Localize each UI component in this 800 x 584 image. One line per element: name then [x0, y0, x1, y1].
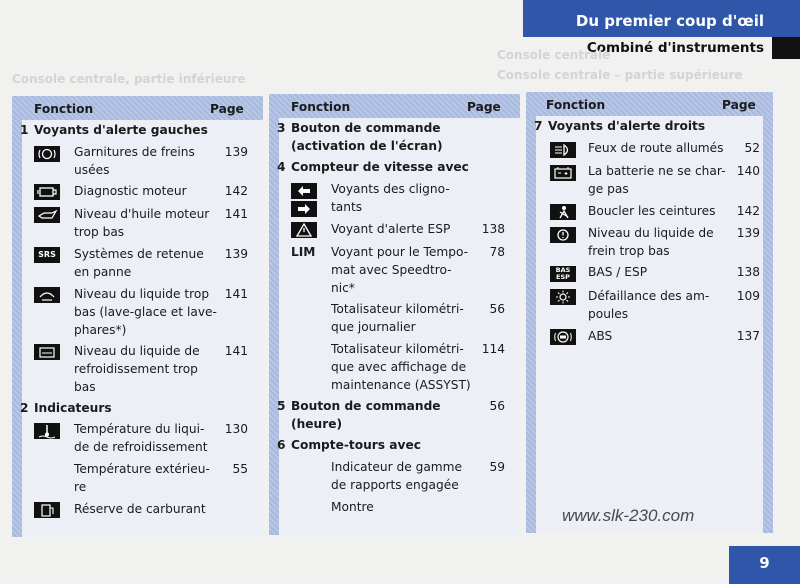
item-text: en panne [74, 265, 132, 279]
page-number: 9 [729, 546, 800, 584]
item-text: que avec affichage de [331, 360, 467, 374]
page-ref: 56 [489, 302, 505, 316]
page-ref: 114 [481, 342, 505, 356]
washer-fluid-icon [34, 287, 60, 303]
section-tab-marker [772, 37, 800, 59]
header-page: Page [467, 100, 501, 114]
header-fonction: Fonction [291, 100, 351, 114]
page-ref: 138 [481, 222, 505, 236]
high-beam-icon [550, 142, 576, 158]
page-ref: 141 [224, 207, 248, 221]
table-header [269, 94, 520, 118]
item-text: Montre [331, 500, 374, 514]
item-text: Boucler les ceintures [588, 204, 716, 218]
item-text: frein trop bas [588, 244, 670, 258]
page-ref: 137 [736, 329, 760, 343]
left-stripe [12, 120, 22, 537]
item-text: Totalisateur kilométri- [331, 342, 464, 356]
engine-icon [34, 184, 60, 200]
page-ref: 140 [736, 164, 760, 178]
table-header [12, 96, 263, 120]
item-text: Niveau du liquide trop [74, 287, 210, 301]
header-fonction: Fonction [546, 98, 606, 112]
item-text: BAS / ESP [588, 265, 648, 279]
item-text: Défaillance des am- [588, 289, 710, 303]
item-text: Voyant pour le Tempo- [331, 245, 469, 259]
right-stripe [763, 116, 773, 533]
page-ref: 109 [736, 289, 760, 303]
section-title: Compteur de vitesse avec [291, 160, 469, 174]
page-ref: 141 [224, 287, 248, 301]
item-text: Indicateur de gamme [331, 460, 463, 474]
ghost-text-right1: Console centrale [497, 48, 611, 62]
item-text: tants [331, 200, 363, 214]
coolant-level-icon [34, 344, 60, 360]
page-ref: 142 [736, 204, 760, 218]
item-text: usées [74, 163, 110, 177]
ghost-text-left: Console centrale, partie inférieure [12, 72, 246, 86]
page-ref: 139 [224, 145, 248, 159]
table-column-2 [269, 94, 520, 535]
item-text: Voyant d'alerte ESP [331, 222, 451, 236]
page-ref: 59 [489, 460, 505, 474]
header-page: Page [722, 98, 756, 112]
section-number: 5 [277, 399, 286, 413]
item-text: re [74, 480, 87, 494]
item-text: ge pas [588, 182, 629, 196]
item-text: mat avec Speedtro- [331, 263, 452, 277]
brake-fluid-icon [550, 227, 576, 243]
item-text: La batterie ne se char- [588, 164, 726, 178]
item-text: Température du liqui- [74, 422, 205, 436]
page-ref: 55 [232, 462, 248, 476]
esp-label: ESP [556, 273, 570, 281]
section-title: Bouton de commande [291, 121, 441, 135]
item-text: Garnitures de freins [74, 145, 195, 159]
section-title: Compte-tours avec [291, 438, 421, 452]
section-number: 2 [20, 401, 29, 415]
page-ref: 139 [736, 226, 760, 240]
section-title: Voyants d'alerte droits [548, 119, 706, 133]
item-text: Température extérieu- [74, 462, 210, 476]
fuel-pump-icon [34, 502, 60, 518]
bas-label: BAS [555, 266, 571, 274]
left-stripe [526, 116, 536, 533]
item-text: Totalisateur kilométri- [331, 302, 464, 316]
battery-icon [550, 165, 576, 181]
chapter-header: Du premier coup d'œil [523, 0, 800, 37]
turn-right-icon [291, 201, 317, 217]
item-text: Feux de route allumés [588, 141, 724, 155]
warning-triangle-icon [291, 222, 317, 238]
seatbelt-icon [550, 204, 576, 220]
table-column-3 [526, 92, 773, 533]
item-text: bas [74, 380, 96, 394]
page-ref: 138 [736, 265, 760, 279]
section-number: 1 [20, 123, 29, 137]
page-ref: 78 [489, 245, 505, 259]
watermark-url: www.slk-230.com [562, 506, 695, 525]
section-title: Bouton de commande [291, 399, 441, 413]
lim-label: LIM [291, 245, 316, 259]
item-text: ABS [588, 329, 613, 343]
item-text: Niveau d'huile moteur [74, 207, 210, 221]
srs-icon: SRS [34, 247, 60, 263]
section-title: (activation de l'écran) [291, 139, 443, 153]
item-text: Niveau du liquide de [74, 344, 200, 358]
section-number: 7 [534, 119, 543, 133]
item-text: de rapports engagée [331, 478, 459, 492]
bulb-icon [550, 289, 576, 305]
left-stripe [269, 118, 279, 535]
item-text: Réserve de carburant [74, 502, 206, 516]
turn-left-icon [291, 183, 317, 199]
brake-pad-icon [34, 146, 60, 162]
item-text: Voyants des cligno- [331, 182, 450, 196]
item-text: Systèmes de retenue [74, 247, 204, 261]
item-text: Niveau du liquide de [588, 226, 714, 240]
section-title: (heure) [291, 417, 343, 431]
table-header [526, 92, 773, 116]
section-number: 6 [277, 438, 286, 452]
page-ref: 130 [224, 422, 248, 436]
abs-icon [550, 329, 576, 345]
item-text: que journalier [331, 320, 416, 334]
table-column-1 [12, 96, 263, 537]
oil-can-icon [34, 207, 60, 223]
item-text: maintenance (ASSYST) [331, 378, 471, 392]
page-ref: 56 [489, 399, 505, 413]
coolant-temp-icon [34, 423, 60, 439]
page-ref: 52 [744, 141, 760, 155]
ghost-text-right2: Console centrale – partie supérieure [497, 68, 743, 82]
item-text: Diagnostic moteur [74, 184, 187, 198]
item-text: bas (lave-glace et lave- [74, 305, 217, 319]
page-ref: 139 [224, 247, 248, 261]
section-number: 4 [277, 160, 286, 174]
page-ref: 142 [224, 184, 248, 198]
section-number: 3 [277, 121, 286, 135]
header-fonction: Fonction [34, 102, 94, 116]
item-text: trop bas [74, 225, 125, 239]
item-text: de de refroidissement [74, 440, 208, 454]
page-ref: 141 [224, 344, 248, 358]
item-text: poules [588, 307, 629, 321]
section-title: Indicateurs [34, 401, 112, 415]
bas-esp-icon [550, 266, 576, 282]
section-title: Voyants d'alerte gauches [34, 123, 208, 137]
item-text: refroidissement trop [74, 362, 198, 376]
item-text: nic* [331, 281, 355, 295]
section-title: Combiné d'instruments [586, 40, 764, 56]
header-page: Page [210, 102, 244, 116]
item-text: phares*) [74, 323, 127, 337]
